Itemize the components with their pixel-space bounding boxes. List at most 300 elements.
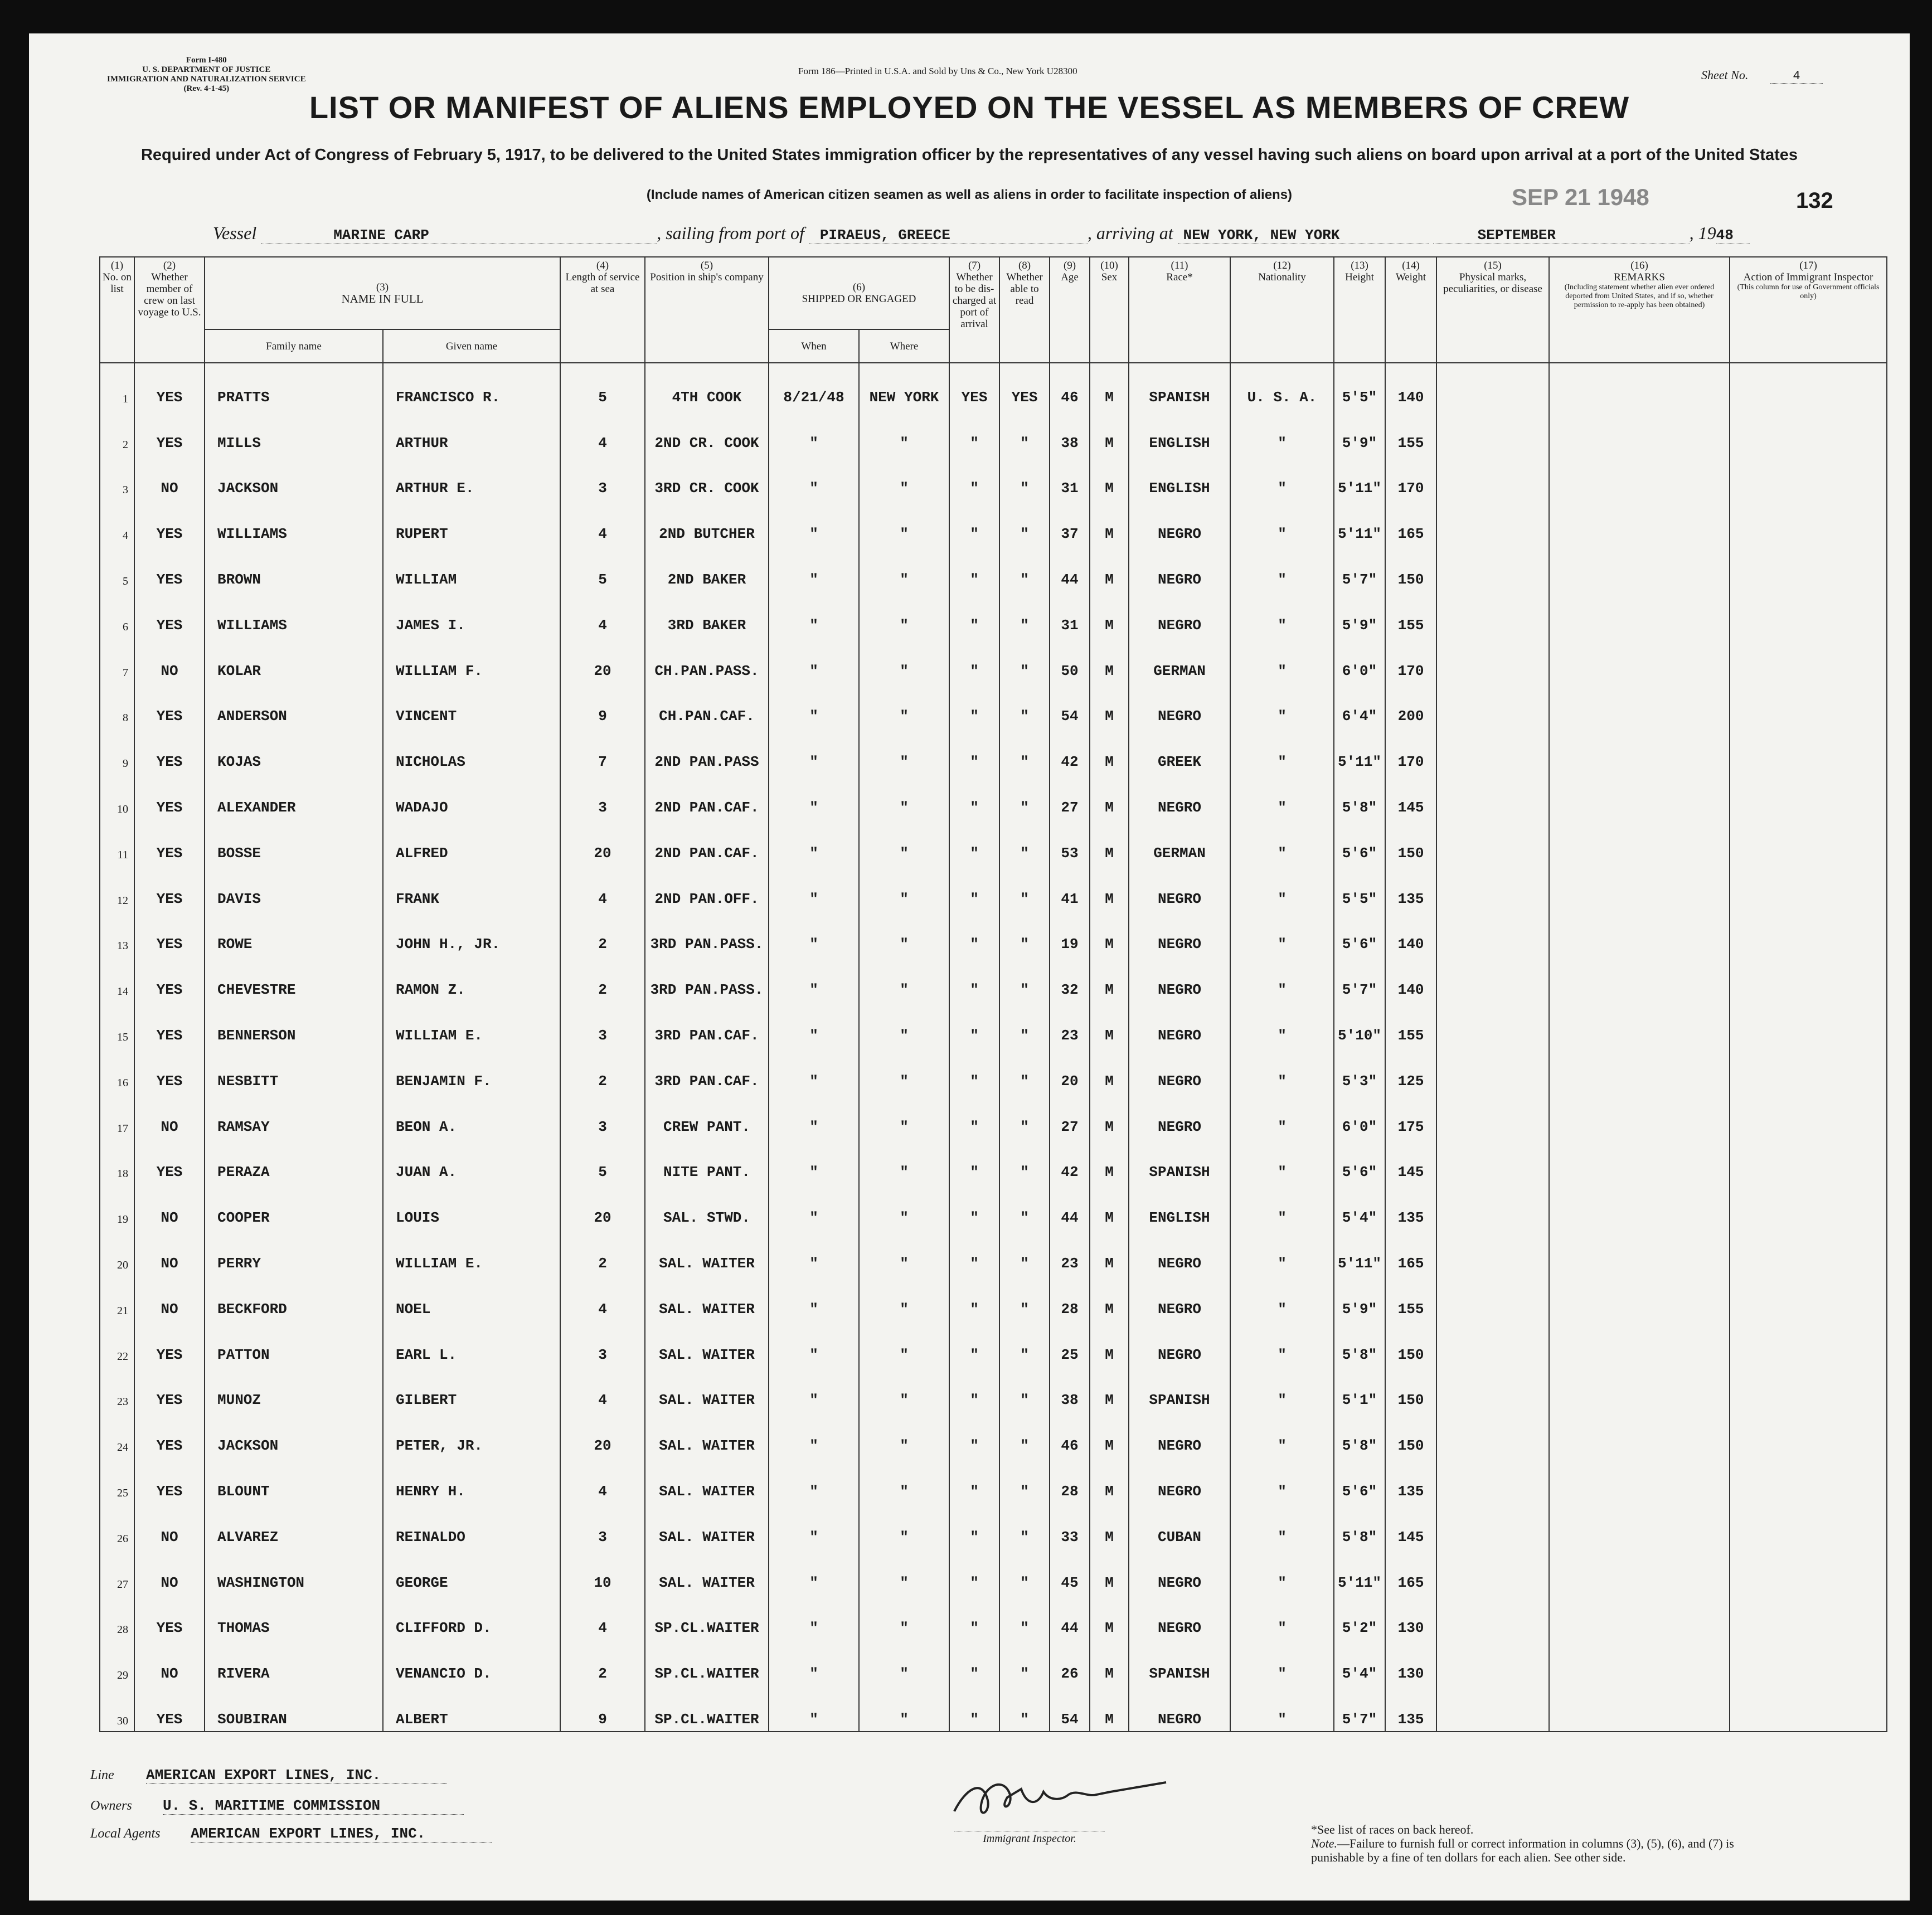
race: NEGRO xyxy=(1129,774,1230,819)
row-number: 6 xyxy=(100,591,134,637)
physical-marks xyxy=(1436,1139,1549,1184)
shipped-when: " xyxy=(769,591,859,637)
inspector-action xyxy=(1730,363,1887,409)
row-number: 19 xyxy=(100,1184,134,1229)
table-row xyxy=(100,1595,1887,1640)
table-row xyxy=(100,1139,1887,1184)
nationality: " xyxy=(1230,1321,1334,1367)
inspector-action xyxy=(1730,911,1887,956)
table-row xyxy=(100,546,1887,591)
shipped-where: " xyxy=(859,683,949,728)
row-number: 12 xyxy=(100,865,134,911)
race: ENGLISH xyxy=(1129,455,1230,500)
discharged: " xyxy=(949,1457,999,1503)
race: NEGRO xyxy=(1129,546,1230,591)
able-to-read: " xyxy=(999,1457,1050,1503)
sex: M xyxy=(1090,1184,1129,1229)
sex: M xyxy=(1090,865,1129,911)
remarks xyxy=(1549,1047,1730,1093)
height: 5'8" xyxy=(1334,1321,1385,1367)
discharged: " xyxy=(949,637,999,683)
penalty-note: —Failure to furnish full or correct information in columns (3), (5), (6), and (7) is punishable by a fine of ten dollars for each alien. See other side. xyxy=(1311,1836,1734,1864)
physical-marks xyxy=(1436,591,1549,637)
position: SAL. WAITER xyxy=(645,1229,769,1275)
sex: M xyxy=(1090,455,1129,500)
remarks xyxy=(1549,683,1730,728)
row-number: 15 xyxy=(100,1002,134,1047)
weight: 135 xyxy=(1385,1457,1436,1503)
table-row xyxy=(100,728,1887,774)
crew-last-voyage: NO xyxy=(134,1229,205,1275)
shipped-where: " xyxy=(859,728,949,774)
length-of-service: 4 xyxy=(560,500,645,546)
physical-marks xyxy=(1436,1367,1549,1412)
discharged: " xyxy=(949,1093,999,1139)
height: 5'5" xyxy=(1334,865,1385,911)
sex: M xyxy=(1090,1549,1129,1595)
race: NEGRO xyxy=(1129,1229,1230,1275)
discharged: " xyxy=(949,455,999,500)
nationality: " xyxy=(1230,455,1334,500)
height: 5'4" xyxy=(1334,1184,1385,1229)
nationality: " xyxy=(1230,1275,1334,1321)
physical-marks xyxy=(1436,409,1549,455)
length-of-service: 10 xyxy=(560,1549,645,1595)
given-name: WILLIAM E. xyxy=(383,1229,560,1275)
sex: M xyxy=(1090,1503,1129,1549)
given-name: BENJAMIN F. xyxy=(383,1047,560,1093)
table-row xyxy=(100,1640,1887,1685)
table-row xyxy=(100,1685,1887,1732)
discharged: " xyxy=(949,1139,999,1184)
race: SPANISH xyxy=(1129,1139,1230,1184)
crew-last-voyage: YES xyxy=(134,1457,205,1503)
subtitle-note: (Include names of American citizen seamen as well as aliens in order to facilitate inspection of aliens) xyxy=(646,187,1293,202)
nationality: " xyxy=(1230,1595,1334,1640)
family-name: KOLAR xyxy=(205,637,383,683)
physical-marks xyxy=(1436,865,1549,911)
sex: M xyxy=(1090,728,1129,774)
able-to-read: " xyxy=(999,1275,1050,1321)
inspector-action xyxy=(1730,637,1887,683)
inspector-action xyxy=(1730,1457,1887,1503)
family-name: MUNOZ xyxy=(205,1367,383,1412)
race: NEGRO xyxy=(1129,865,1230,911)
family-name: ALVAREZ xyxy=(205,1503,383,1549)
shipped-where: " xyxy=(859,1002,949,1047)
nationality: " xyxy=(1230,1184,1334,1229)
height: 5'11" xyxy=(1334,455,1385,500)
age: 23 xyxy=(1050,1229,1090,1275)
sex: M xyxy=(1090,1412,1129,1457)
given-name: WILLIAM E. xyxy=(383,1002,560,1047)
able-to-read: " xyxy=(999,637,1050,683)
nationality: " xyxy=(1230,1412,1334,1457)
footer-agents: Local Agents AMERICAN EXPORT LINES, INC. xyxy=(90,1825,492,1843)
sex: M xyxy=(1090,683,1129,728)
physical-marks xyxy=(1436,1229,1549,1275)
arriving-label: , arriving at xyxy=(1087,223,1173,243)
position: 2ND PAN.OFF. xyxy=(645,865,769,911)
crew-last-voyage: YES xyxy=(134,409,205,455)
length-of-service: 4 xyxy=(560,1595,645,1640)
family-name: WILLIAMS xyxy=(205,500,383,546)
able-to-read: " xyxy=(999,1321,1050,1367)
able-to-read: " xyxy=(999,1184,1050,1229)
family-name: ROWE xyxy=(205,911,383,956)
remarks xyxy=(1549,1457,1730,1503)
physical-marks xyxy=(1436,1275,1549,1321)
family-name: BLOUNT xyxy=(205,1457,383,1503)
col-race-header: (11) Race* xyxy=(1129,257,1230,363)
nationality: " xyxy=(1230,1093,1334,1139)
nationality: " xyxy=(1230,1640,1334,1685)
position: 3RD PAN.CAF. xyxy=(645,1002,769,1047)
race: NEGRO xyxy=(1129,683,1230,728)
shipped-when: " xyxy=(769,774,859,819)
inspector-action xyxy=(1730,1321,1887,1367)
position: 2ND CR. COOK xyxy=(645,409,769,455)
col-given-header: Given name xyxy=(383,329,560,363)
discharged: " xyxy=(949,1412,999,1457)
inspector-action xyxy=(1730,683,1887,728)
height: 5'9" xyxy=(1334,591,1385,637)
owners-value: U. S. MARITIME COMMISSION xyxy=(163,1797,464,1815)
physical-marks xyxy=(1436,1093,1549,1139)
discharged: " xyxy=(949,728,999,774)
given-name: HENRY H. xyxy=(383,1457,560,1503)
able-to-read: " xyxy=(999,683,1050,728)
shipped-where: " xyxy=(859,1595,949,1640)
age: 42 xyxy=(1050,1139,1090,1184)
weight: 175 xyxy=(1385,1093,1436,1139)
weight: 165 xyxy=(1385,1549,1436,1595)
able-to-read: " xyxy=(999,774,1050,819)
height: 5'11" xyxy=(1334,1229,1385,1275)
discharged: " xyxy=(949,1047,999,1093)
discharged: " xyxy=(949,1184,999,1229)
vessel-label: Vessel xyxy=(213,223,257,243)
arrival-year: 48 xyxy=(1716,227,1750,244)
discharged: " xyxy=(949,1685,999,1732)
sex: M xyxy=(1090,1229,1129,1275)
age: 23 xyxy=(1050,1002,1090,1047)
given-name: EARL L. xyxy=(383,1321,560,1367)
form-identification xyxy=(107,56,306,94)
physical-marks xyxy=(1436,1412,1549,1457)
shipped-when: " xyxy=(769,1595,859,1640)
discharged: " xyxy=(949,1229,999,1275)
discharged: " xyxy=(949,546,999,591)
weight: 150 xyxy=(1385,1367,1436,1412)
race: ENGLISH xyxy=(1129,1184,1230,1229)
remarks xyxy=(1549,1275,1730,1321)
table-header xyxy=(100,257,1887,363)
shipped-when: " xyxy=(769,455,859,500)
length-of-service: 3 xyxy=(560,774,645,819)
subtitle: Required under Act of Congress of February 5, 1917, to be delivered to the United States immigration officer by the representatives of any vessel having such aliens on board upon arrival at a port of the United States xyxy=(140,146,1798,164)
shipped-when: " xyxy=(769,865,859,911)
page-title: LIST OR MANIFEST OF ALIENS EMPLOYED ON THE VESSEL AS MEMBERS OF CREW xyxy=(309,90,1630,125)
crew-last-voyage: YES xyxy=(134,1002,205,1047)
inspector-action xyxy=(1730,1184,1887,1229)
weight: 150 xyxy=(1385,819,1436,865)
discharged: " xyxy=(949,500,999,546)
shipped-where: NEW YORK xyxy=(859,363,949,409)
length-of-service: 4 xyxy=(560,591,645,637)
nationality: " xyxy=(1230,1685,1334,1732)
nationality: " xyxy=(1230,819,1334,865)
remarks xyxy=(1549,865,1730,911)
shipped-where: " xyxy=(859,455,949,500)
length-of-service: 9 xyxy=(560,683,645,728)
remarks xyxy=(1549,728,1730,774)
sex: M xyxy=(1090,546,1129,591)
height: 5'8" xyxy=(1334,1412,1385,1457)
given-name: FRANK xyxy=(383,865,560,911)
weight: 165 xyxy=(1385,500,1436,546)
revision: (Rev. 4-1-45) xyxy=(183,84,230,93)
shipped-where: " xyxy=(859,1047,949,1093)
position: SP.CL.WAITER xyxy=(645,1640,769,1685)
shipped-when: 8/21/48 xyxy=(769,363,859,409)
crew-last-voyage: NO xyxy=(134,455,205,500)
discharged: " xyxy=(949,819,999,865)
inspector-action xyxy=(1730,774,1887,819)
race: NEGRO xyxy=(1129,500,1230,546)
physical-marks xyxy=(1436,546,1549,591)
length-of-service: 2 xyxy=(560,1640,645,1685)
row-number: 24 xyxy=(100,1412,134,1457)
shipped-when: " xyxy=(769,728,859,774)
crew-last-voyage: YES xyxy=(134,728,205,774)
able-to-read: " xyxy=(999,1047,1050,1093)
weight: 140 xyxy=(1385,363,1436,409)
col-family-header: Family name xyxy=(205,329,383,363)
age: 50 xyxy=(1050,637,1090,683)
row-number: 18 xyxy=(100,1139,134,1184)
position: 3RD CR. COOK xyxy=(645,455,769,500)
weight: 145 xyxy=(1385,1503,1436,1549)
sex: M xyxy=(1090,774,1129,819)
inspector-action xyxy=(1730,865,1887,911)
crew-manifest-table xyxy=(99,256,1887,1732)
crew-last-voyage: YES xyxy=(134,546,205,591)
col-where-header: Where xyxy=(859,329,949,363)
sheet-number xyxy=(1701,68,1823,83)
shipped-where: " xyxy=(859,637,949,683)
row-number: 16 xyxy=(100,1047,134,1093)
shipped-when: " xyxy=(769,637,859,683)
family-name: MILLS xyxy=(205,409,383,455)
sex: M xyxy=(1090,1321,1129,1367)
physical-marks xyxy=(1436,1321,1549,1367)
shipped-where: " xyxy=(859,1139,949,1184)
age: 28 xyxy=(1050,1457,1090,1503)
position: 2ND BUTCHER xyxy=(645,500,769,546)
shipped-when: " xyxy=(769,1229,859,1275)
sheet-number-value: 4 xyxy=(1770,69,1822,84)
height: 5'7" xyxy=(1334,1685,1385,1732)
crew-last-voyage: NO xyxy=(134,1640,205,1685)
sex: M xyxy=(1090,409,1129,455)
arrival-month: SEPTEMBER xyxy=(1433,227,1690,244)
age: 46 xyxy=(1050,363,1090,409)
table-row xyxy=(100,911,1887,956)
nationality: " xyxy=(1230,637,1334,683)
shipped-when: " xyxy=(769,1184,859,1229)
position: SAL. STWD. xyxy=(645,1184,769,1229)
height: 5'2" xyxy=(1334,1595,1385,1640)
row-number: 28 xyxy=(100,1595,134,1640)
given-name: GILBERT xyxy=(383,1367,560,1412)
nationality: " xyxy=(1230,1457,1334,1503)
line-value: AMERICAN EXPORT LINES, INC. xyxy=(146,1767,447,1784)
length-of-service: 2 xyxy=(560,1047,645,1093)
age: 42 xyxy=(1050,728,1090,774)
discharged: " xyxy=(949,1275,999,1321)
inspector-action xyxy=(1730,1503,1887,1549)
able-to-read: " xyxy=(999,591,1050,637)
nationality: " xyxy=(1230,1549,1334,1595)
height: 5'7" xyxy=(1334,956,1385,1002)
crew-last-voyage: YES xyxy=(134,865,205,911)
age: 44 xyxy=(1050,546,1090,591)
table-row xyxy=(100,956,1887,1002)
shipped-when: " xyxy=(769,1002,859,1047)
able-to-read: " xyxy=(999,1412,1050,1457)
inspector-action xyxy=(1730,1275,1887,1321)
discharged: " xyxy=(949,911,999,956)
race: NEGRO xyxy=(1129,591,1230,637)
shipped-where: " xyxy=(859,409,949,455)
shipped-when: " xyxy=(769,1321,859,1367)
inspector-action xyxy=(1730,1047,1887,1093)
nationality: " xyxy=(1230,774,1334,819)
shipped-where: " xyxy=(859,546,949,591)
table-row xyxy=(100,865,1887,911)
family-name: ANDERSON xyxy=(205,683,383,728)
col-height-header: (13) Height xyxy=(1334,257,1385,363)
shipped-where: " xyxy=(859,591,949,637)
weight: 170 xyxy=(1385,728,1436,774)
sex: M xyxy=(1090,1139,1129,1184)
position: 3RD BAKER xyxy=(645,591,769,637)
able-to-read: " xyxy=(999,1002,1050,1047)
nationality: " xyxy=(1230,1229,1334,1275)
shipped-where: " xyxy=(859,956,949,1002)
shipped-when: " xyxy=(769,683,859,728)
age: 32 xyxy=(1050,956,1090,1002)
height: 5'11" xyxy=(1334,1549,1385,1595)
sex: M xyxy=(1090,819,1129,865)
discharged: " xyxy=(949,591,999,637)
sex: M xyxy=(1090,1457,1129,1503)
age: 41 xyxy=(1050,865,1090,911)
crew-last-voyage: YES xyxy=(134,1139,205,1184)
age: 31 xyxy=(1050,455,1090,500)
able-to-read: " xyxy=(999,1685,1050,1732)
length-of-service: 20 xyxy=(560,1412,645,1457)
remarks xyxy=(1549,1321,1730,1367)
inspector-action xyxy=(1730,1685,1887,1732)
table-row xyxy=(100,774,1887,819)
discharged: " xyxy=(949,1549,999,1595)
nationality: " xyxy=(1230,546,1334,591)
agents-value: AMERICAN EXPORT LINES, INC. xyxy=(191,1825,492,1843)
race: NEGRO xyxy=(1129,1457,1230,1503)
sex: M xyxy=(1090,500,1129,546)
physical-marks xyxy=(1436,1595,1549,1640)
family-name: JACKSON xyxy=(205,455,383,500)
shipped-where: " xyxy=(859,1184,949,1229)
height: 5'3" xyxy=(1334,1047,1385,1093)
given-name: JOHN H., JR. xyxy=(383,911,560,956)
row-number: 9 xyxy=(100,728,134,774)
height: 5'8" xyxy=(1334,774,1385,819)
length-of-service: 4 xyxy=(560,1457,645,1503)
able-to-read: " xyxy=(999,865,1050,911)
crew-last-voyage: NO xyxy=(134,1184,205,1229)
remarks xyxy=(1549,1412,1730,1457)
given-name: RUPERT xyxy=(383,500,560,546)
crew-last-voyage: YES xyxy=(134,591,205,637)
crew-last-voyage: NO xyxy=(134,637,205,683)
crew-last-voyage: YES xyxy=(134,774,205,819)
inspector-action xyxy=(1730,546,1887,591)
form-number: Form I-480 xyxy=(186,56,227,65)
nationality: " xyxy=(1230,500,1334,546)
shipped-when: " xyxy=(769,911,859,956)
given-name: ALBERT xyxy=(383,1685,560,1732)
shipped-where: " xyxy=(859,500,949,546)
table-row xyxy=(100,409,1887,455)
weight: 150 xyxy=(1385,1412,1436,1457)
crew-last-voyage: NO xyxy=(134,1275,205,1321)
discharged: " xyxy=(949,1503,999,1549)
weight: 130 xyxy=(1385,1595,1436,1640)
inspector-action xyxy=(1730,1139,1887,1184)
physical-marks xyxy=(1436,455,1549,500)
physical-marks xyxy=(1436,911,1549,956)
age: 27 xyxy=(1050,774,1090,819)
col-physical-header: (15) Physical marks, peculiarities, or disease xyxy=(1436,257,1549,363)
table-row xyxy=(100,1002,1887,1047)
given-name: GEORGE xyxy=(383,1549,560,1595)
family-name: BECKFORD xyxy=(205,1275,383,1321)
col-weight-header: (14) Weight xyxy=(1385,257,1436,363)
age: 53 xyxy=(1050,819,1090,865)
printer-line: Form 186—Printed in U.S.A. and Sold by Uns & Co., New York U28300 xyxy=(798,66,1077,76)
shipped-when: " xyxy=(769,409,859,455)
position: NITE PANT. xyxy=(645,1139,769,1184)
family-name: PERAZA xyxy=(205,1139,383,1184)
given-name: ALFRED xyxy=(383,819,560,865)
height: 5'8" xyxy=(1334,1503,1385,1549)
position: SAL. WAITER xyxy=(645,1412,769,1457)
height: 6'0" xyxy=(1334,1093,1385,1139)
table-row xyxy=(100,1047,1887,1093)
page-number: 132 xyxy=(1796,188,1833,213)
date-stamp: SEP 21 1948 xyxy=(1512,184,1649,210)
nationality: " xyxy=(1230,1503,1334,1549)
age: 31 xyxy=(1050,591,1090,637)
manifest-sheet xyxy=(29,33,1910,1901)
inspector-action xyxy=(1730,1002,1887,1047)
weight: 150 xyxy=(1385,1321,1436,1367)
given-name: VENANCIO D. xyxy=(383,1640,560,1685)
able-to-read: YES xyxy=(999,363,1050,409)
